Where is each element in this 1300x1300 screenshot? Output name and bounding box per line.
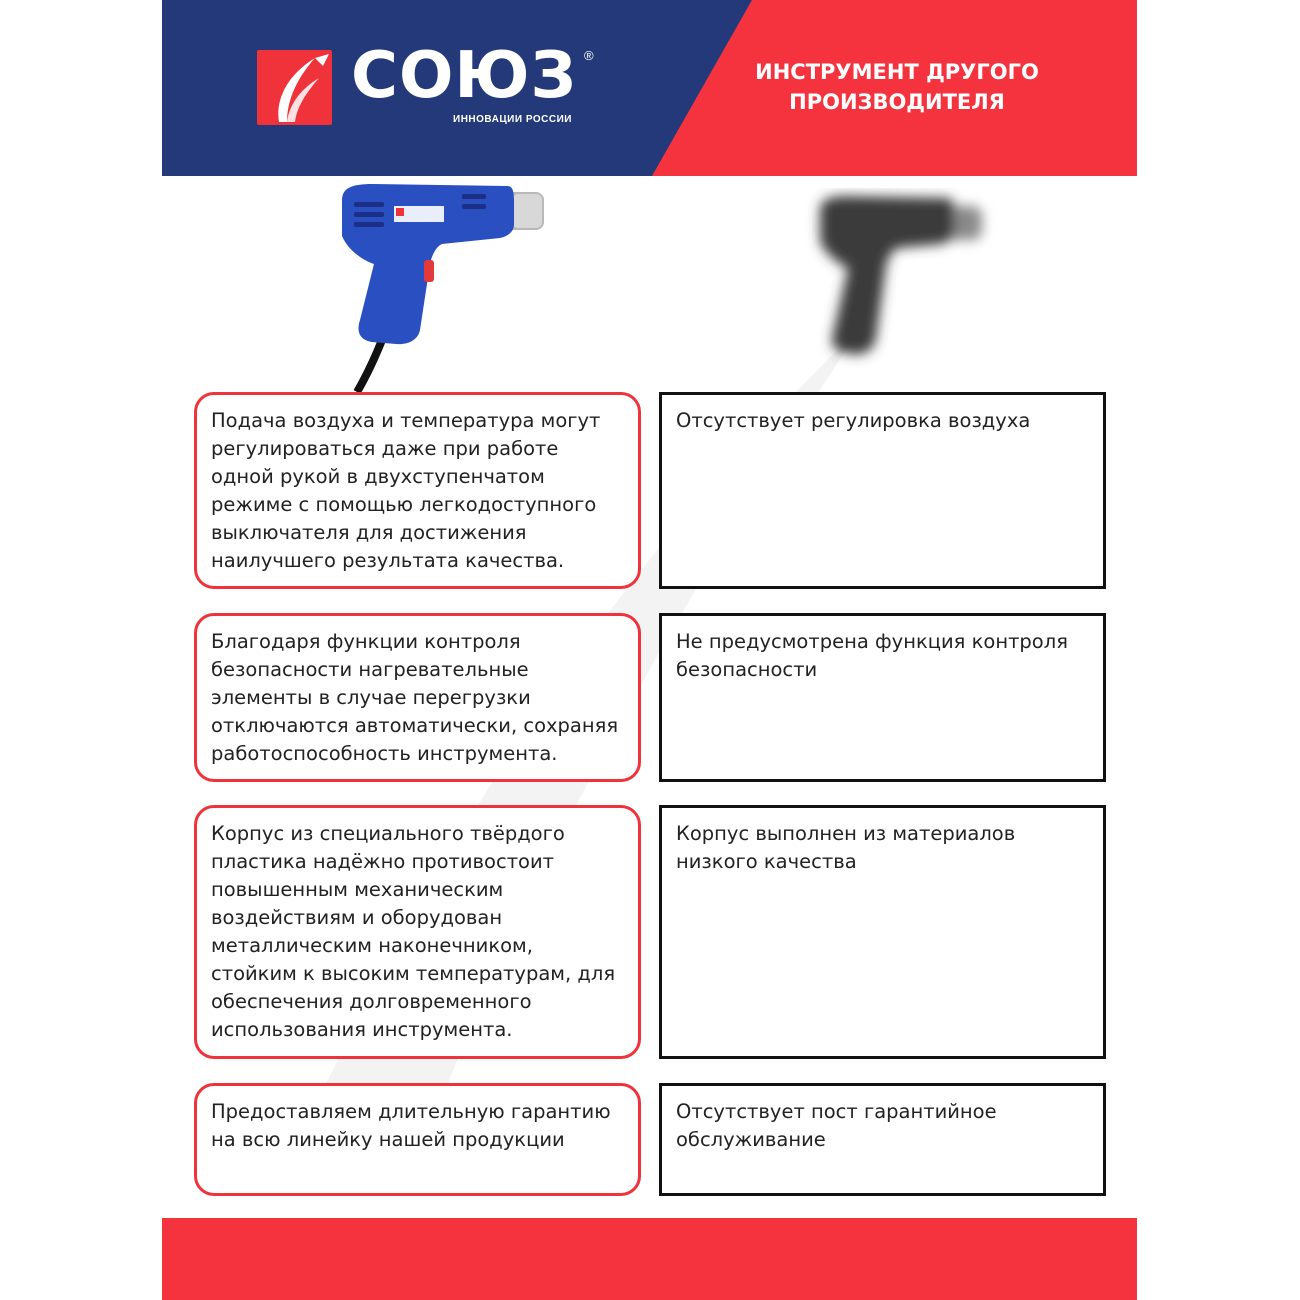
own-feature-air-regulation: Подача воздуха и температура могут регулироваться даже при работе одной рукой в двухступенчатом режиме с помощью легкодоступного выключателя для достижения наилучшего результата качества.: [194, 392, 641, 589]
own-feature-warranty: Предоставляем длительную гарантию на всю линейку нашей продукции: [194, 1083, 641, 1196]
competitor-heat-gun-image: [802, 188, 1002, 383]
header-banner: [162, 0, 1137, 176]
footer-bar: [162, 1218, 1137, 1300]
own-feature-housing: Корпус из специального твёрдого пластика надёжно противостоит повышенным механическим воздействиям и оборудован металлическим наконечником, стойким к высоким температурам, для обеспечения долговременного использования инструмента.: [194, 805, 641, 1059]
brand-tagline: ИННОВАЦИИ РОССИИ: [453, 114, 572, 125]
brand-name: СОЮЗ: [351, 39, 577, 113]
brand-logo[interactable]: [257, 39, 677, 130]
registered-mark: ®: [584, 48, 594, 63]
own-product-heat-gun-image: [312, 180, 572, 395]
product-comparison-card: [162, 0, 1137, 1300]
competitor-feature-housing: Корпус выполнен из материалов низкого качества: [659, 805, 1106, 1059]
competitor-feature-warranty: Отсутствует пост гарантийное обслуживание: [659, 1083, 1106, 1196]
own-feature-safety-control: Благодаря функции контроля безопасности нагревательные элементы в случае перегрузки отключаются автоматически, сохраняя работоспособность инструмента.: [194, 613, 641, 782]
competitor-heading: ИНСТРУМЕНТ ДРУГОГО ПРОИЗВОДИТЕЛЯ: [755, 60, 1039, 114]
rocket-logo-icon: [257, 50, 332, 125]
competitor-feature-safety-control: Не предусмотрена функция контроля безопасности: [659, 613, 1106, 782]
competitor-feature-air-regulation: Отсутствует регулировка воздуха: [659, 392, 1106, 589]
